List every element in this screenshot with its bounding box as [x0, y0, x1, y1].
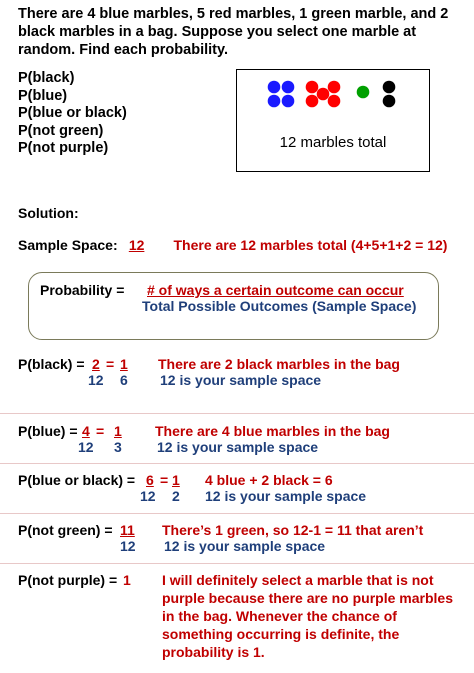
question-list [18, 69, 127, 157]
answer-black-den1: 12 [88, 372, 104, 388]
answer-black-den2: 6 [120, 372, 128, 388]
solution-heading: Solution: [18, 205, 79, 221]
answer-blue-or-black-num2: 1 [172, 472, 180, 488]
answer-blue-num1: 4 [82, 423, 90, 439]
answer-blue-num2: 1 [114, 423, 122, 439]
note-line: probability is 1. [162, 644, 265, 660]
question-item: P(blue) [18, 87, 68, 104]
question-item: P(not green) [18, 122, 104, 139]
problem-statement: There are 4 blue marbles, 5 red marbles, 1 green marble, and 2 black marbles in a bag. Suppose you select one marble at random. Find each probability. [18, 6, 449, 58]
answer-black-num2: 1 [120, 356, 128, 372]
answer-blue-note2: 12 is your sample space [157, 439, 319, 455]
question-item: P(blue or black) [18, 105, 127, 121]
answer-not-green-note1: There’s 1 green, so 12-1 = 11 that aren’t [162, 522, 424, 538]
question-item: P(not purple) [18, 140, 109, 156]
answer-blue-note1: There are 4 blue marbles in the bag [155, 423, 390, 439]
red-marble [306, 81, 319, 94]
green-marble [357, 86, 370, 99]
answer-blue-or-black-num1: 6 [146, 472, 154, 488]
marbles-caption: 12 marbles total [279, 134, 387, 151]
answer-blue-or-black-eq: = [160, 472, 169, 488]
answer-black-label: P(black) = [18, 356, 85, 372]
answer-blue-or-black-den1: 12 [140, 488, 156, 504]
answer-blue-den1: 12 [78, 439, 94, 455]
answer-blue-den2: 3 [114, 439, 122, 455]
blue-marble [268, 95, 281, 108]
sample-space-row [18, 237, 447, 253]
answer-not-green-label: P(not green) = [18, 522, 113, 538]
note-line: I will definitely select a marble that is not [162, 572, 434, 588]
probability-numerator: # of ways a certain outcome can occur [147, 282, 404, 298]
answer-black-eq: = [106, 356, 115, 372]
answer-not-green-den: 12 [120, 538, 136, 554]
divider [0, 463, 474, 464]
answer-blue-label: P(blue) = [18, 423, 78, 439]
answer-blue-or-black-den2: 2 [172, 488, 180, 504]
divider [0, 413, 474, 414]
divider [0, 563, 474, 564]
answer-not-green-note2: 12 is your sample space [164, 538, 326, 554]
answer-blue-or-black-label: P(blue or black) = [18, 472, 136, 488]
black-marble [383, 81, 396, 94]
blue-marble [282, 81, 295, 94]
marbles-graphic [237, 70, 431, 173]
divider [0, 513, 474, 514]
blue-marble [268, 81, 281, 94]
red-marble [328, 81, 341, 94]
question-item: P(black) [18, 70, 75, 86]
answer-not-green-num: 11 [120, 522, 135, 538]
note-line: purple because there are no purple marbles [162, 590, 453, 606]
answer-black-note2: 12 is your sample space [160, 372, 322, 388]
black-marble [383, 95, 396, 108]
sample-space-note: There are 12 marbles total (4+5+1+2 = 12) [173, 237, 448, 253]
note-line: in the bag. Whenever the chance of [162, 608, 397, 624]
red-marble [317, 88, 330, 101]
answer-blue-or-black-note2: 12 is your sample space [205, 488, 367, 504]
answer-black-num1: 2 [92, 356, 100, 372]
blue-marble [282, 95, 295, 108]
answer-not-purple-note [162, 571, 453, 661]
answer-blue-eq: = [96, 423, 105, 439]
answer-not-purple-label: P(not purple) = [18, 572, 118, 588]
red-marble [306, 95, 319, 108]
sample-space-label: Sample Space: [18, 237, 118, 253]
sample-space-value: 12 [128, 237, 145, 253]
answer-not-purple-value: 1 [123, 572, 131, 588]
note-line: something occurring is definite, the [162, 626, 400, 642]
marble-illustration [236, 69, 430, 172]
probability-denominator: Total Possible Outcomes (Sample Space) [142, 298, 417, 314]
answer-black-note1: There are 2 black marbles in the bag [158, 356, 400, 372]
probability-label: Probability = [40, 282, 125, 298]
red-marble [328, 95, 341, 108]
answer-blue-or-black-note1: 4 blue + 2 black = 6 [205, 472, 333, 488]
